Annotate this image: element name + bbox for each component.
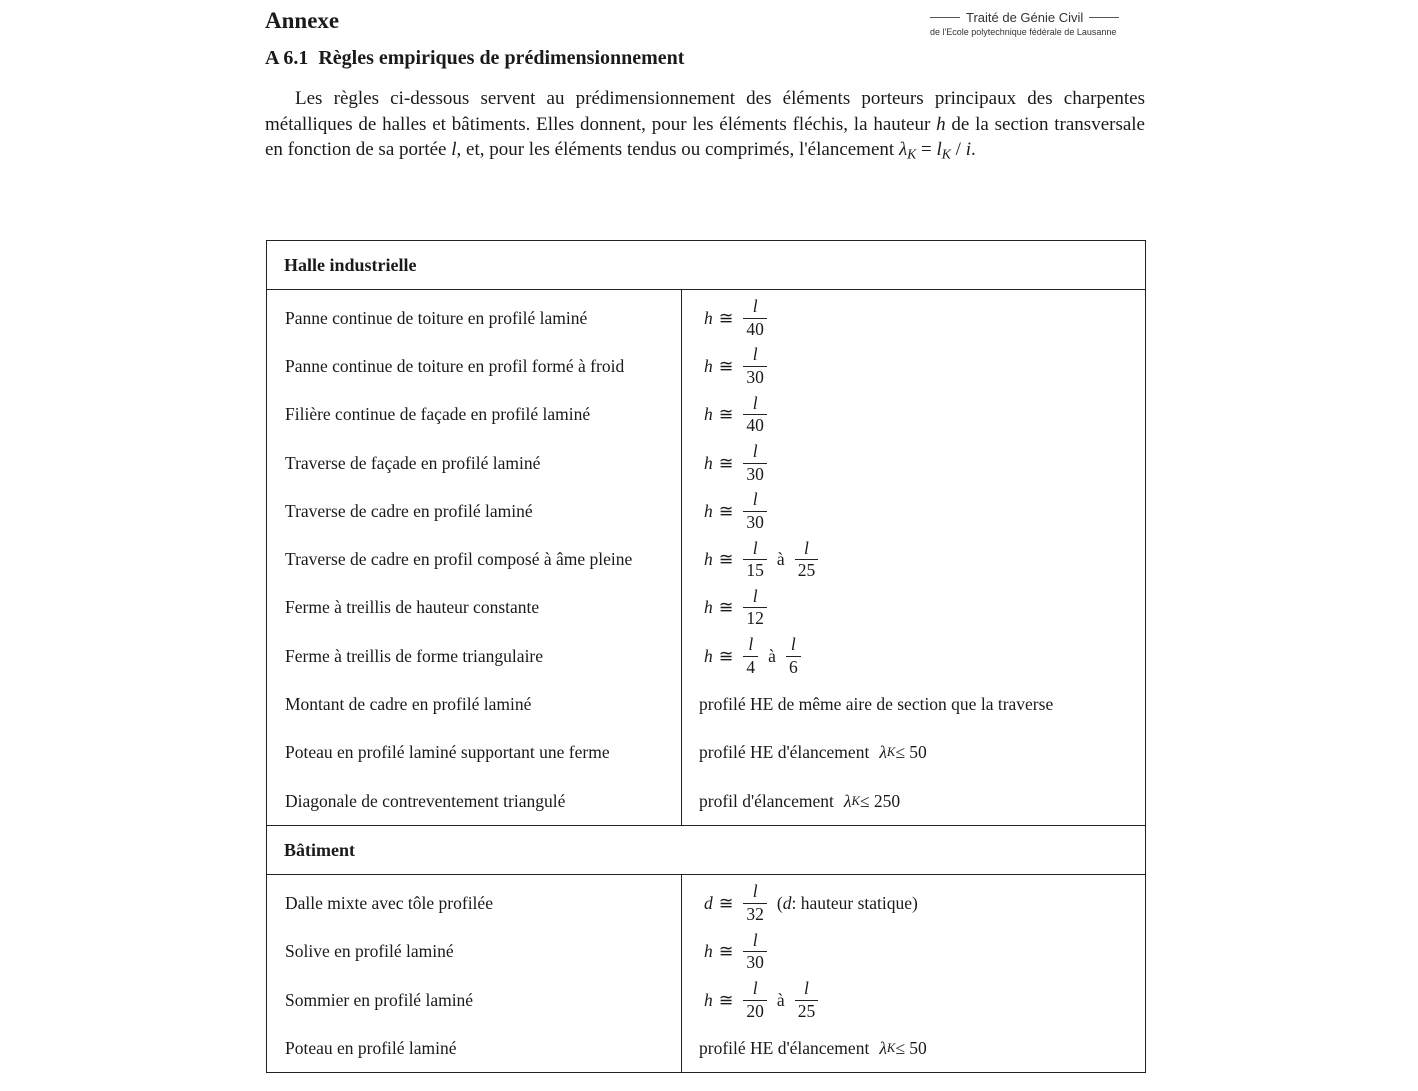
formula-variable: h	[704, 500, 713, 521]
element-label: Solive en profilé laminé	[285, 941, 454, 962]
rule-text	[682, 729, 1145, 777]
fraction-numerator: l	[804, 537, 809, 558]
rule-formula	[682, 632, 1145, 680]
fraction	[743, 392, 767, 436]
group-header-row	[267, 826, 1146, 875]
fraction-denominator: 32	[743, 903, 767, 924]
fraction-denominator: 30	[743, 511, 767, 532]
rule-formula	[682, 439, 1145, 487]
approx-symbol: ≅	[718, 549, 734, 570]
fraction	[743, 298, 767, 338]
lambda-subscript: K	[886, 1040, 896, 1055]
element-label: Panne continue de toiture en profilé laminé	[285, 307, 588, 328]
publication-title: Traité de Génie Civil	[966, 10, 1084, 25]
lambda-symbol: λ	[879, 742, 887, 763]
element-label: Sommier en profilé laminé	[285, 989, 474, 1010]
approx-symbol: ≅	[718, 452, 734, 473]
group-rows	[267, 875, 1146, 1073]
fraction	[743, 980, 767, 1020]
fraction-numerator: l	[804, 978, 809, 998]
formula-variable: h	[704, 452, 713, 473]
formula-variable: h	[704, 355, 713, 376]
approx-symbol: ≅	[718, 941, 734, 962]
header-rule-right	[1089, 17, 1119, 18]
element-label: Poteau en profilé laminé	[285, 1037, 457, 1058]
slenderness-limit: ≤ 50	[895, 742, 927, 763]
fraction-denominator: 40	[743, 318, 767, 339]
note-variable: d	[782, 892, 792, 913]
note-paren: (	[776, 892, 783, 913]
fraction	[786, 636, 801, 676]
group-header-row	[267, 241, 1146, 290]
rule-formula	[682, 294, 1145, 342]
element-label: Ferme à treillis de forme triangulaire	[285, 645, 544, 666]
group-title: Halle industrielle	[267, 241, 1146, 290]
approx-symbol: ≅	[718, 307, 734, 328]
header-rule-left	[930, 17, 960, 18]
fraction-denominator: 30	[743, 366, 767, 387]
fraction-numerator: l	[752, 929, 758, 950]
fraction-denominator: 25	[795, 1000, 819, 1021]
fraction-numerator: l	[790, 634, 796, 655]
approx-symbol: ≅	[718, 355, 734, 376]
fraction	[743, 537, 767, 581]
fraction-numerator: l	[752, 296, 758, 317]
fraction	[795, 537, 819, 581]
rule-formula	[682, 928, 1145, 976]
element-label: Ferme à treillis de hauteur constante	[285, 597, 540, 618]
approx-symbol: ≅	[718, 989, 734, 1010]
fraction-numerator: l	[752, 585, 758, 606]
rule-column	[682, 290, 1146, 826]
fraction-denominator: 30	[743, 951, 767, 972]
formula-note	[777, 893, 918, 914]
approx-symbol: ≅	[718, 892, 734, 913]
intro-paragraph: Les règles ci-dessous servent au prédimensionnement des éléments porteurs principaux des charpentes métalliques de halles et bâtiments. Elles donnent, pour les éléments fléchis, la hauteur h de la section transversale en fonction de sa portée l, et, pour les éléments tendus ou comprimés, l'élancement $\lambda_K = l_K / i$.	[265, 88, 1145, 162]
rule-formula	[682, 487, 1145, 535]
section-title	[265, 47, 684, 70]
formula-variable: h	[704, 989, 713, 1010]
approx-symbol: ≅	[718, 597, 734, 618]
rule-formula	[682, 342, 1145, 390]
rule-text	[682, 1024, 1145, 1072]
rule-formula	[682, 976, 1145, 1024]
group-rows	[267, 290, 1146, 826]
fraction-denominator: 12	[743, 607, 767, 628]
rule-text	[682, 680, 1145, 728]
formula-variable: h	[704, 549, 713, 570]
fraction-denominator: 40	[743, 414, 767, 435]
rule-text	[682, 777, 1145, 825]
fraction-numerator: l	[752, 489, 758, 510]
fraction-numerator: l	[752, 441, 758, 462]
fraction-numerator: l	[752, 537, 758, 558]
formula-variable: h	[704, 645, 713, 666]
fraction-denominator: 6	[786, 656, 801, 677]
fraction	[743, 491, 767, 531]
element-label: Poteau en profilé laminé supportant une ferme	[285, 742, 610, 763]
fraction	[743, 346, 767, 386]
group-title: Bâtiment	[267, 826, 1146, 875]
fraction	[743, 929, 767, 973]
element-label: Dalle mixte avec tôle profilée	[285, 892, 493, 913]
rule-formula	[682, 584, 1145, 632]
formula-variable: h	[704, 307, 713, 328]
slenderness-limit: ≤ 250	[859, 790, 901, 811]
fraction-numerator: l	[752, 344, 758, 365]
element-label: Montant de cadre en profilé laminé	[285, 694, 532, 715]
rule-formula	[682, 535, 1145, 583]
fraction	[743, 443, 767, 483]
element-label: Filière continue de façade en profilé laminé	[285, 404, 591, 425]
rule-column	[682, 875, 1146, 1073]
rule-description: profil d'élancement	[699, 790, 834, 811]
rule-formula	[682, 879, 1145, 927]
lambda-symbol: λ	[879, 1037, 887, 1058]
fraction-numerator: l	[752, 881, 758, 902]
lambda-subscript: K	[851, 793, 860, 808]
annexe-heading: Annexe	[265, 8, 340, 33]
publication-header	[930, 10, 1135, 37]
fraction-denominator: 15	[743, 559, 767, 580]
fraction-denominator: 4	[743, 656, 758, 677]
element-label: Traverse de façade en profilé laminé	[285, 452, 541, 473]
section-number: A 6.1	[265, 47, 309, 69]
range-conjunction: à	[776, 549, 785, 570]
fraction-denominator: 30	[743, 463, 767, 484]
fraction-denominator: 20	[743, 1000, 767, 1021]
range-conjunction: à	[776, 989, 785, 1010]
formula-variable: d	[704, 892, 713, 913]
element-label: Traverse de cadre en profil composé à âme pleine	[285, 549, 633, 570]
approx-symbol: ≅	[718, 500, 734, 521]
element-label: Diagonale de contreventement triangulé	[285, 790, 566, 811]
fraction-numerator: l	[752, 978, 758, 998]
formula-variable: h	[704, 941, 713, 962]
fraction-numerator: l	[748, 634, 754, 655]
note-text: : hauteur statique)	[791, 892, 918, 913]
approx-symbol: ≅	[718, 404, 734, 425]
publication-institution: de l'Ecole polytechnique fédérale de Lausanne	[930, 27, 1117, 37]
fraction-denominator: 25	[795, 559, 819, 580]
formula-variable: h	[704, 597, 713, 618]
rules-table	[266, 240, 1146, 1073]
formula-variable: h	[704, 404, 713, 425]
element-column	[267, 290, 682, 826]
lambda-subscript: K	[886, 745, 896, 760]
element-label: Traverse de cadre en profilé laminé	[285, 500, 533, 521]
slenderness-limit: ≤ 50	[895, 1037, 927, 1058]
fraction	[795, 980, 819, 1020]
element-column	[267, 875, 682, 1073]
element-label: Panne continue de toiture en profil formé à froid	[285, 355, 625, 376]
rule-description: profilé HE d'élancement	[699, 742, 870, 763]
fraction-numerator: l	[752, 392, 758, 413]
fraction	[743, 585, 767, 629]
fraction	[743, 636, 758, 676]
rule-description: profilé HE de même aire de section que la traverse	[699, 694, 1054, 715]
rule-description: profilé HE d'élancement	[699, 1037, 870, 1058]
lambda-symbol: λ	[843, 790, 852, 811]
range-conjunction: à	[768, 645, 776, 666]
approx-symbol: ≅	[718, 645, 734, 666]
section-title-text: Règles empiriques de prédimensionnement	[318, 47, 685, 69]
fraction	[743, 883, 767, 923]
rule-formula	[682, 391, 1145, 439]
